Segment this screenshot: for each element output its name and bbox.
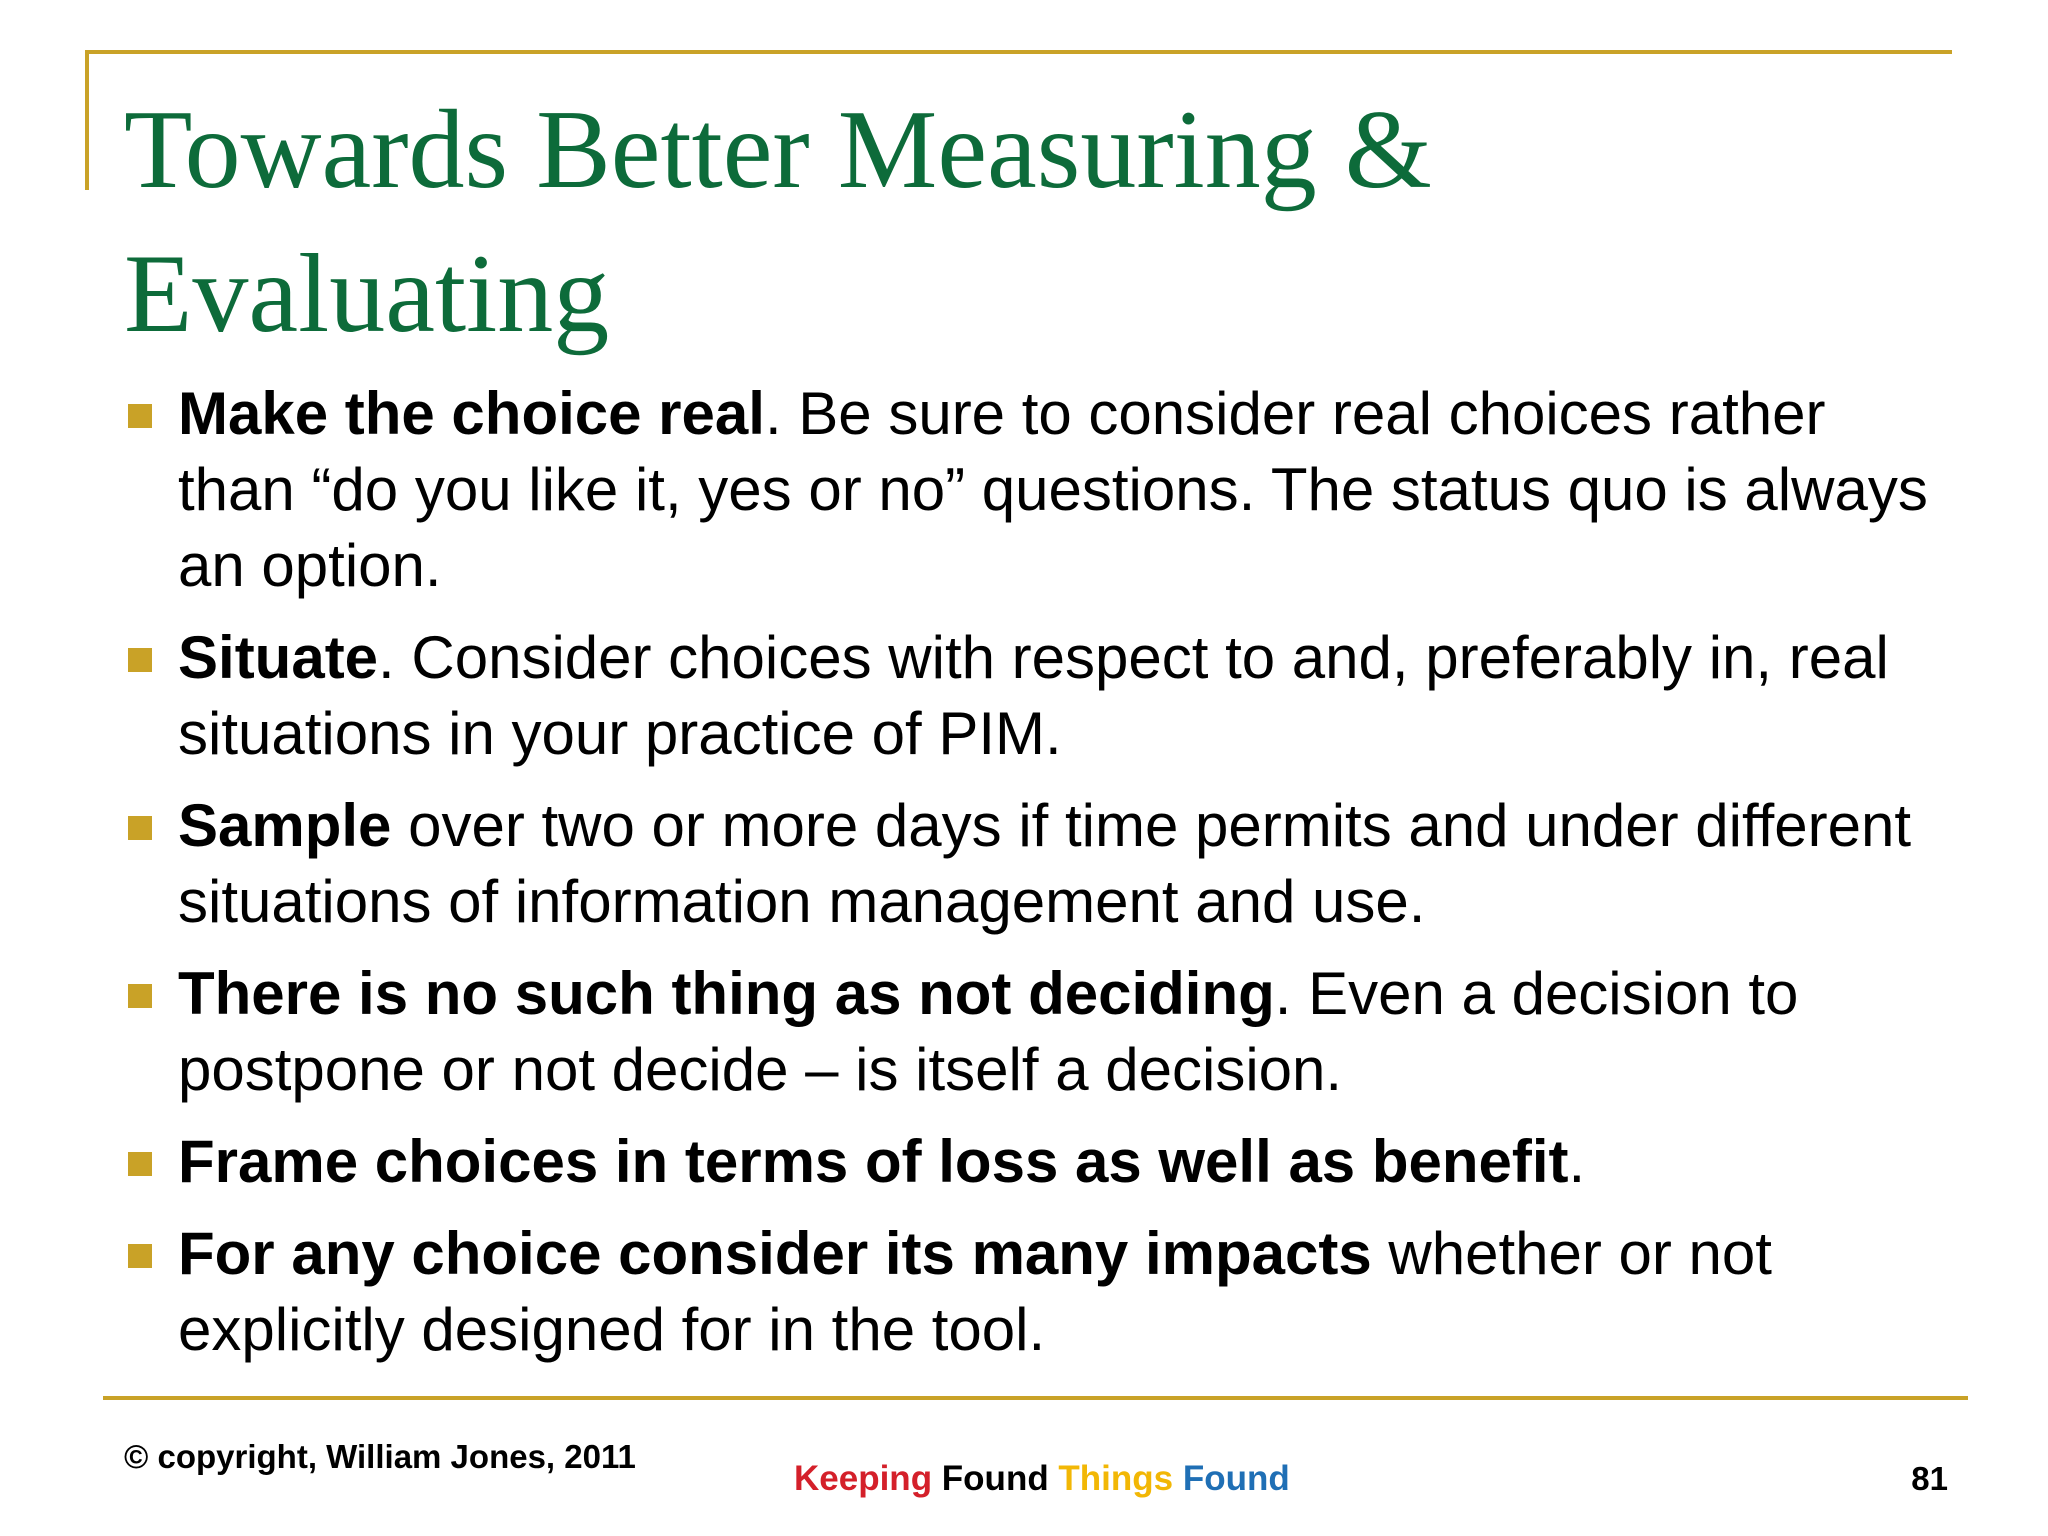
bullet-text: . — [1568, 1128, 1586, 1195]
brand-word: Found — [1173, 1459, 1290, 1498]
left-rule — [85, 50, 89, 190]
bullet-text: whether or not explicitly designed for in the tool. — [178, 1220, 1772, 1363]
bullet-bold-text: Sample — [178, 792, 392, 859]
brand-wordmark — [794, 1458, 1290, 1500]
top-rule — [85, 50, 1952, 54]
square-bullet-icon — [128, 1152, 152, 1176]
bullet-item — [128, 376, 1948, 604]
copyright-text: © copyright, William Jones, 2011 — [124, 1438, 636, 1475]
square-bullet-icon — [128, 1244, 152, 1268]
square-bullet-icon — [128, 816, 152, 840]
bullet-item — [128, 620, 1948, 772]
bullet-item — [128, 1124, 1948, 1200]
page-number: 81 — [1911, 1460, 1948, 1497]
bullet-bold-text: For any choice consider its many impacts — [178, 1220, 1372, 1287]
bullet-bold-text: Frame choices in terms of loss as well as benefit — [178, 1128, 1569, 1195]
square-bullet-icon — [128, 984, 152, 1008]
bullet-bold-text: There is no such thing as not deciding — [178, 960, 1275, 1027]
bullet-text: . Be sure to consider real choices rather than “do you like it, yes or no” questions. The status quo is always an option. — [178, 380, 1928, 599]
slide-title: Towards Better Measuring & Evaluating — [124, 88, 1432, 356]
square-bullet-icon — [128, 404, 152, 428]
bullet-text: . Even a decision to postpone or not decide – is itself a decision. — [178, 960, 1799, 1103]
bullet-bold-text: Make the choice real — [178, 380, 765, 447]
bullet-item — [128, 788, 1948, 940]
footer-rule — [103, 1396, 1968, 1400]
bullet-list — [128, 376, 1948, 1384]
bullet-item — [128, 956, 1948, 1108]
square-bullet-icon — [128, 648, 152, 672]
brand-word: Keeping — [794, 1459, 933, 1498]
bullet-text: over two or more days if time permits and under different situations of information management and use. — [178, 792, 1912, 935]
bullet-bold-text: Situate — [178, 624, 379, 691]
brand-word: Found — [932, 1459, 1049, 1498]
brand-word: Things — [1048, 1459, 1174, 1498]
bullet-text: . Consider choices with respect to and, preferably in, real situations in your practice of PIM. — [178, 624, 1889, 767]
bullet-item — [128, 1216, 1948, 1368]
